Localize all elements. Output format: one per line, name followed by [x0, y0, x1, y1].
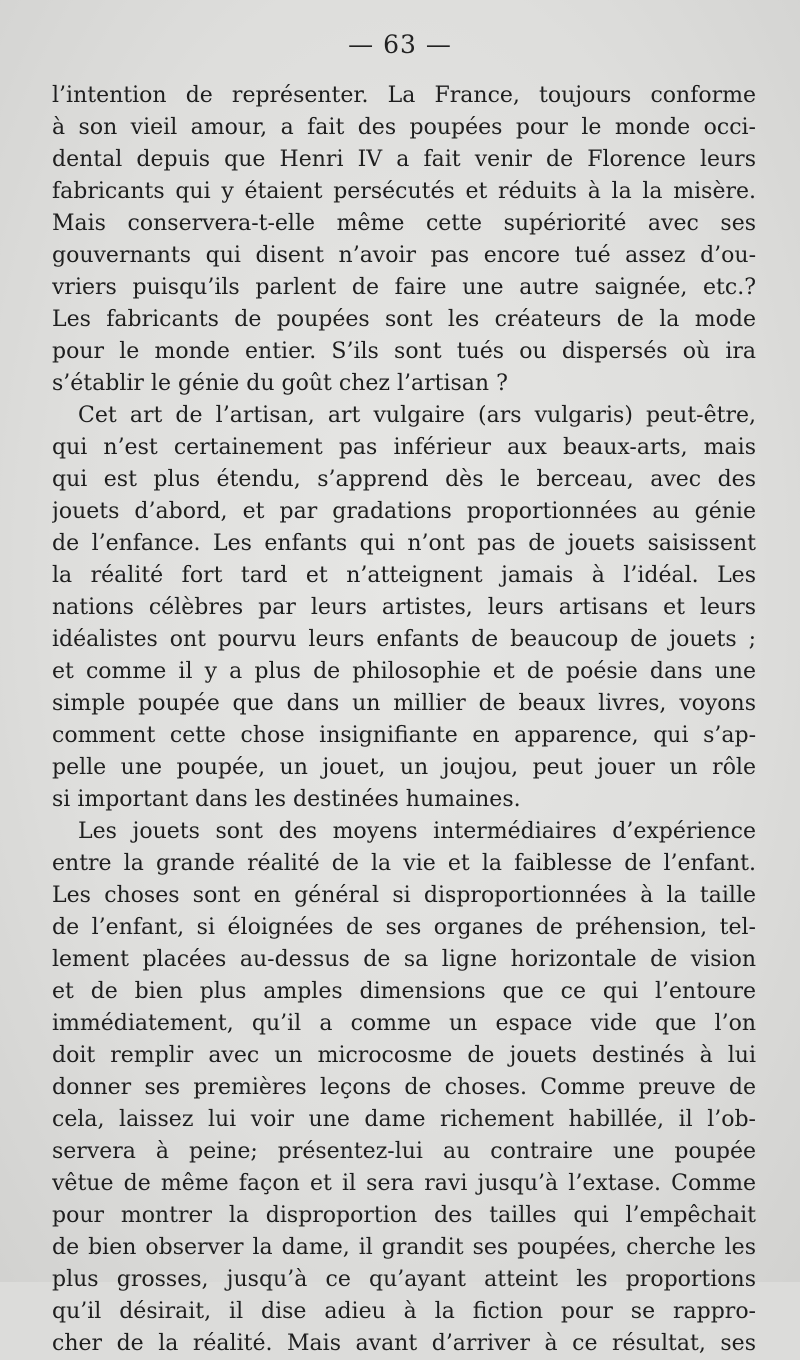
text-line: doit remplir avec un microcosme de jouets destinés à lui [52, 1043, 756, 1068]
text-line: Les fabricants de poupées sont les créateurs de la mode [52, 307, 756, 332]
text-line: pour montrer la disproportion des tailles qui l’empêchait [52, 1203, 756, 1228]
text-line: de l’enfant, si éloignées de ses organes de préhension, tel- [52, 915, 756, 940]
text-line: la réalité fort tard et n’atteignent jamais à l’idéal. Les [52, 563, 756, 588]
body-text [52, 80, 756, 1360]
text-line: Les choses sont en général si disproportionnées à la taille [52, 883, 756, 908]
text-line: dental depuis que Henri IV a fait venir de Florence leurs [52, 147, 756, 172]
text-line: simple poupée que dans un millier de beaux livres, voyons [52, 691, 756, 716]
text-line: qui est plus étendu, s’apprend dès le berceau, avec des [52, 467, 756, 492]
text-line: cela, laissez lui voir une dame richement habillée, il l’ob- [52, 1107, 756, 1132]
page-number: — 63 — [348, 30, 452, 59]
text-line: plus grosses, jusqu’à ce qu’ayant atteint les proportions [52, 1267, 756, 1292]
text-line: nations célèbres par leurs artistes, leurs artisans et leurs [52, 595, 756, 620]
text-line: comment cette chose insignifiante en apparence, qui s’ap- [52, 723, 756, 748]
text-line: pelle une poupée, un jouet, un joujou, peut jouer un rôle [52, 755, 756, 780]
text-line: immédiatement, qu’il a comme un espace vide que l’on [52, 1011, 756, 1036]
text-line: vriers puisqu’ils parlent de faire une autre saignée, etc.? [52, 275, 756, 300]
text-line: si important dans les destinées humaines. [52, 787, 521, 812]
text-line: pour le monde entier. S’ils sont tués ou dispersés où ira [52, 339, 756, 364]
text-line: jouets d’abord, et par gradations proportionnées au génie [52, 499, 756, 524]
text-line: lement placées au-dessus de sa ligne horizontale de vision [52, 947, 756, 972]
text-line: fabricants qui y étaient persécutés et réduits à la la misère. [52, 179, 756, 204]
text-line: Cet art de l’artisan, art vulgaire (ars vulgaris) peut-être, [78, 403, 756, 428]
text-line: vêtue de même façon et il sera ravi jusqu’à l’extase. Comme [52, 1171, 756, 1196]
text-line: cher de la réalité. Mais avant d’arriver à ce résultat, ses [52, 1331, 756, 1356]
text-line: l’intention de représenter. La France, toujours conforme [52, 83, 756, 108]
text-line: à son vieil amour, a fait des poupées pour le monde occi- [52, 115, 756, 140]
text-line: Les jouets sont des moyens intermédiaires d’expérience [78, 819, 756, 844]
text-line: servera à peine; présentez-lui au contraire une poupée [52, 1139, 756, 1164]
text-line: Mais conservera-t-elle même cette supériorité avec ses [52, 211, 756, 236]
text-line: s’établir le génie du goût chez l’artisan ? [52, 371, 508, 396]
text-line: qui n’est certainement pas inférieur aux beaux-arts, mais [52, 435, 756, 460]
text-line: de l’enfance. Les enfants qui n’ont pas de jouets saisissent [52, 531, 756, 556]
text-line: et de bien plus amples dimensions que ce qui l’entoure [52, 979, 756, 1004]
text-line: idéalistes ont pourvu leurs enfants de beaucoup de jouets ; [52, 627, 756, 652]
text-line: donner ses premières leçons de choses. Comme preuve de [52, 1075, 756, 1100]
text-line: gouvernants qui disent n’avoir pas encore tué assez d’ou- [52, 243, 756, 268]
text-line: de bien observer la dame, il grandit ses poupées, cherche les [52, 1235, 756, 1260]
text-line: entre la grande réalité de la vie et la faiblesse de l’enfant. [52, 851, 756, 876]
text-line: et comme il y a plus de philosophie et de poésie dans une [52, 659, 756, 684]
text-line: qu’il désirait, il dise adieu à la fiction pour se rappro- [52, 1299, 756, 1324]
